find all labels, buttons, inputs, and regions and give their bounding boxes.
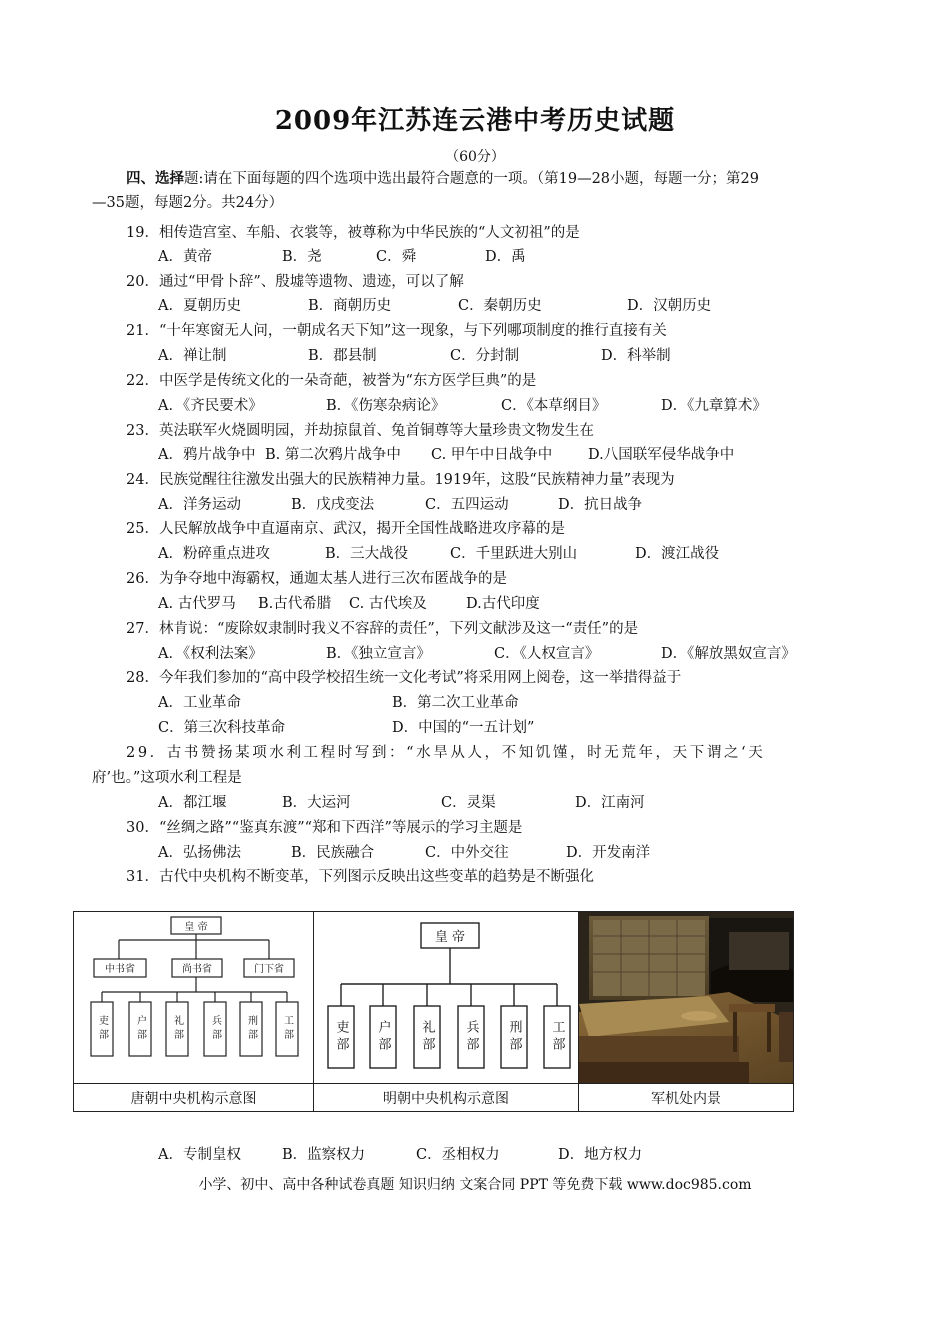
question-20: 20．通过“甲骨卜辞”、殷墟等遗物、遗迹，可以了解 xyxy=(126,274,464,290)
tang-ministry-label: 兵部 xyxy=(209,1015,221,1043)
ming-ministry-label: 礼部 xyxy=(419,1020,435,1054)
footer-text: 小学、初中、高中各种试卷真题 知识归纳 文案合同 PPT 等免费下载 www.doc985.com xyxy=(198,1177,752,1193)
q22-option-c: C．《本草纲目》 xyxy=(501,398,607,414)
junjichu-caption: 军机处内景 xyxy=(579,1083,793,1111)
q25-option-b: B．三大战役 xyxy=(325,546,409,562)
question-23: 23．英法联军火烧圆明园，并劫掠鼠首、兔首铜尊等大量珍贵文物发生在 xyxy=(126,423,594,439)
q30-option-a: A．弘扬佛法 xyxy=(158,845,241,861)
q26-option-d: D.古代印度 xyxy=(466,596,540,612)
junjichu-figure-cell xyxy=(579,912,793,1111)
q24-option-c: C．五四运动 xyxy=(425,497,509,513)
q19-option-d: D．禹 xyxy=(485,249,526,265)
q22-option-a: A．《齐民要术》 xyxy=(158,398,263,414)
q27-option-b: B．《独立宣言》 xyxy=(326,646,431,662)
ming-ministry-label: 工部 xyxy=(549,1020,565,1054)
q31-option-c: C．丞相权力 xyxy=(416,1147,500,1163)
ming-figure-cell xyxy=(314,912,579,1111)
q29-option-a: A．都江堰 xyxy=(158,795,227,811)
q22-option-d: D．《九章算术》 xyxy=(661,398,767,414)
question-30: 30．“丝绸之路”“鉴真东渡”“郑和下西洋”等展示的学习主题是 xyxy=(126,820,523,836)
q28-option-b: B．第二次工业革命 xyxy=(392,695,519,711)
q26-option-b: B.古代希腊 xyxy=(258,596,332,612)
total-score: （60分） xyxy=(445,149,505,165)
q19-option-c: C．舜 xyxy=(376,249,417,265)
q26-option-c: C. 古代埃及 xyxy=(349,596,427,612)
q22-option-b: B．《伤寒杂病论》 xyxy=(326,398,446,414)
q28-option-c: C．第三次科技革命 xyxy=(158,720,286,736)
q27-option-d: D．《解放黑奴宣言》 xyxy=(661,646,796,662)
q28-option-a: A．工业革命 xyxy=(158,695,241,711)
q19-option-b: B．尧 xyxy=(282,249,322,265)
q23-option-c: C. 甲午中日战争中 xyxy=(431,447,553,463)
ming-emperor-label: 皇 帝 xyxy=(434,930,466,945)
q30-option-d: D．开发南洋 xyxy=(566,845,651,861)
question-24: 24．民族觉醒往往激发出强大的民族精神力量。1919年，这股“民族精神力量”表现为 xyxy=(126,472,675,488)
q23-option-d: D.八国联军侵华战争中 xyxy=(588,447,735,463)
figure-table xyxy=(73,911,794,1112)
tang-ministry-label: 户部 xyxy=(134,1015,146,1043)
question-28: 28．今年我们参加的“高中段学校招生统一文化考试”将采用网上阅卷，这一举措得益于 xyxy=(126,670,682,686)
q23-option-a: A．鸦片战争中 xyxy=(158,447,256,463)
question-25: 25．人民解放战争中直逼南京、武汉，揭开全国性战略进攻序幕的是 xyxy=(126,521,565,537)
tang-caption: 唐朝中央机构示意图 xyxy=(74,1083,313,1111)
tang-shangshu-label: 尚书省 xyxy=(182,964,212,975)
q27-option-a: A．《权利法案》 xyxy=(158,646,263,662)
junjichu-photo xyxy=(579,912,793,1084)
ming-caption: 明朝中央机构示意图 xyxy=(314,1083,578,1111)
q27-option-c: C．《人权宣言》 xyxy=(494,646,600,662)
q20-option-a: A．夏朝历史 xyxy=(158,298,241,314)
q31-option-b: B．监察权力 xyxy=(282,1147,366,1163)
q25-option-c: C．千里跃进大别山 xyxy=(450,546,578,562)
tang-zhongshu-label: 中书省 xyxy=(105,964,135,975)
q29-option-d: D．江南河 xyxy=(575,795,645,811)
instructions-line-2: —35题，每题2分。共24分） xyxy=(92,195,284,211)
ming-ministry-label: 兵部 xyxy=(463,1020,479,1054)
q24-option-b: B．戊戌变法 xyxy=(291,497,375,513)
q21-option-d: D．科举制 xyxy=(601,348,671,364)
ming-ministry-label: 吏部 xyxy=(333,1020,349,1054)
tang-menxia-label: 门下省 xyxy=(254,964,284,975)
tang-ministry-label: 工部 xyxy=(281,1015,293,1043)
q23-option-b: B. 第二次鸦片战争中 xyxy=(265,447,401,463)
tang-org-chart xyxy=(74,912,312,1084)
q20-option-c: C．秦朝历史 xyxy=(458,298,542,314)
instructions-text: 题:请在下面每题的四个选项中选出最符合题意的一项。（第19—28小题，每题一分；第29 xyxy=(184,171,759,187)
ming-ministry-label: 刑部 xyxy=(506,1020,522,1054)
q21-option-b: B．郡县制 xyxy=(308,348,377,364)
q31-option-a: A．专制皇权 xyxy=(158,1147,241,1163)
q19-option-a: A．黄帝 xyxy=(158,249,212,265)
question-29: 29．古书赞扬某项水利工程时写到：“水旱从人，不知饥馑，时无荒年，天下谓之‘天 xyxy=(126,745,766,761)
q21-option-c: C．分封制 xyxy=(450,348,520,364)
q29-option-b: B．大运河 xyxy=(282,795,351,811)
exam-title: 2009年江苏连云港中考历史试题 xyxy=(274,106,676,136)
q25-option-d: D．渡江战役 xyxy=(635,546,720,562)
q25-option-a: A．粉碎重点进攻 xyxy=(158,546,270,562)
question-26: 26．为争夺地中海霸权，通迦太基人进行三次布匿战争的是 xyxy=(126,571,507,587)
question-29-line-2: 府’也。”这项水利工程是 xyxy=(92,770,242,786)
q20-option-d: D．汉朝历史 xyxy=(627,298,712,314)
section-label: 四、选择 xyxy=(126,170,184,187)
question-21: 21．“十年寒窗无人问，一朝成名天下知”这一现象，与下列哪项制度的推行直接有关 xyxy=(126,323,667,339)
question-19: 19．相传造宫室、车船、衣裳等，被尊称为中华民族的“人文初祖”的是 xyxy=(126,225,580,241)
q26-option-a: A. 古代罗马 xyxy=(158,596,236,612)
tang-figure-cell xyxy=(74,912,314,1111)
q21-option-a: A．禅让制 xyxy=(158,348,227,364)
q24-option-a: A．洋务运动 xyxy=(158,497,241,513)
q24-option-d: D．抗日战争 xyxy=(558,497,643,513)
instructions-line-1 xyxy=(126,167,759,191)
q30-option-b: B．民族融合 xyxy=(291,845,375,861)
q29-option-c: C．灵渠 xyxy=(441,795,496,811)
question-31: 31．古代中央机构不断变革，下列图示反映出这些变革的趋势是不断强化 xyxy=(126,869,594,885)
tang-ministry-label: 吏部 xyxy=(96,1015,108,1043)
q31-option-d: D．地方权力 xyxy=(558,1147,643,1163)
q30-option-c: C．中外交往 xyxy=(425,845,509,861)
question-22: 22．中医学是传统文化的一朵奇葩，被誉为“东方医学巨典”的是 xyxy=(126,373,537,389)
tang-ministry-label: 刑部 xyxy=(245,1015,257,1043)
tang-emperor-label: 皇 帝 xyxy=(184,922,208,933)
ming-ministry-label: 户部 xyxy=(375,1020,391,1054)
tang-ministry-label: 礼部 xyxy=(171,1015,183,1043)
q28-option-d: D．中国的“一五计划” xyxy=(392,720,535,736)
q20-option-b: B．商朝历史 xyxy=(308,298,392,314)
question-27: 27．林肯说：“废除奴隶制时我义不容辞的责任”，下列文献涉及这一“责任”的是 xyxy=(126,621,639,637)
